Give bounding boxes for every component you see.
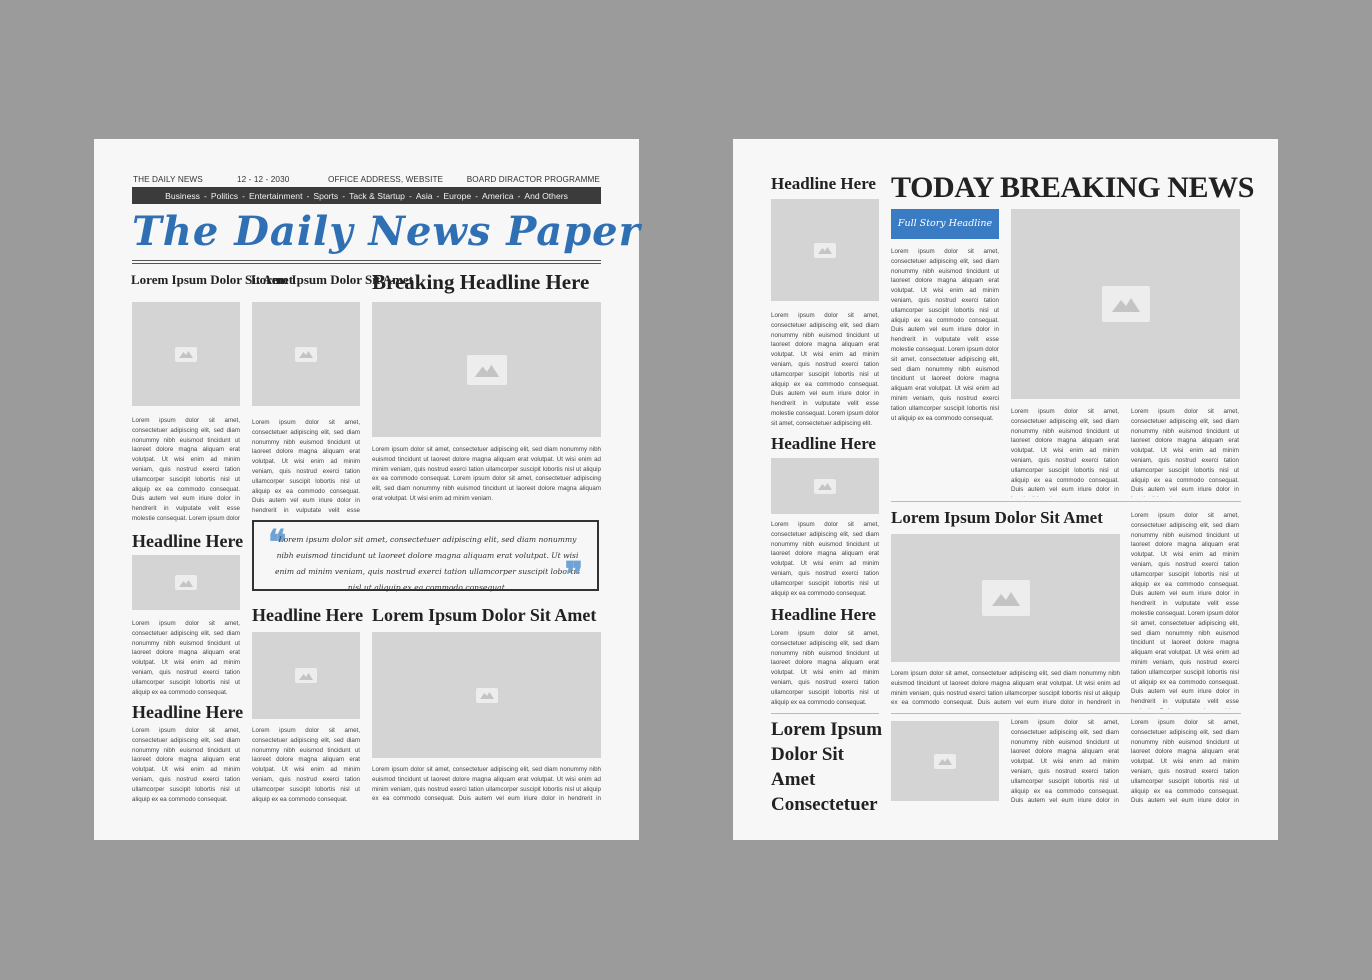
col1-headline: Lorem Ipsum Dolor Sit Amet xyxy=(131,272,294,287)
nav-item[interactable]: Asia xyxy=(415,190,433,201)
lorem-headline: Lorem Ipsum Dolor Sit Amet xyxy=(372,605,597,625)
breaking-image xyxy=(372,302,601,437)
headline-c-image xyxy=(252,632,360,719)
right-lorem-text: Lorem ipsum dolor sit amet, consectetuer adipiscing elit, sed diam nonummy nibh euismod tincidunt ut laoreet dolore magna aliquam erat volutpat. Ut wisi enim ad minim veniam, quis nostrud exerci tation ullamcorper suscipit lobortis nisl ut aliquip ex ea commodo consequat. Duis autem vel eum iriure dolor in hendrerit in xyxy=(891,670,1120,707)
bottom-image xyxy=(891,721,999,801)
breaking-headline: Breaking Headline Here xyxy=(372,270,590,294)
nav-separator: - xyxy=(242,190,245,201)
headline-a-image xyxy=(132,555,240,610)
breaking-text: Lorem ipsum dolor sit amet, consectetuer adipiscing elit, sed diam nonummy nibh euismod tincidunt ut laoreet dolore magna aliquam erat volutpat. Ut wisi enim ad minim veniam, quis nostrud exerci tation ullamcorper suscipit lobortis nisl ut aliquip ex ea commodo consequat. Lorem ipsum dolor sit amet, consectetuer adipiscing elit, sed diam nonummy nibh euismod tincidunt ut laoreet dolore magna aliquam erat volutpat. Ut wisi enim ad minim veniam. xyxy=(372,446,601,502)
pull-quote xyxy=(252,520,599,595)
col1-text: Lorem ipsum dolor sit amet, consectetuer adipiscing elit, sed diam nonummy nibh euismod tincidunt ut laoreet dolore magna aliquam erat volutpat. Ut wisi enim ad minim veniam, quis nostrud exerci tation ullamcorper suscipit lobortis nisl ut aliquip ex ea commodo consequat. Duis autem vel eum iriure dolor in hendrerit in vulputate velit esse molestie consequat. Lorem ipsum dolor xyxy=(132,417,240,522)
nav-separator: - xyxy=(306,190,310,201)
top-big-image xyxy=(1011,209,1240,399)
headline-c-text: Lorem ipsum dolor sit amet, consectetuer adipiscing elit, sed diam nonummy nibh euismod tincidunt ut laoreet dolore magna aliquam erat volutpat. Ut wisi enim ad minim veniam, quis nostrud exerci tation ullamcorper suscipit lobortis nisl ut aliquip ex ea commodo consequat. xyxy=(252,727,360,803)
lorem-text: Lorem ipsum dolor sit amet, consectetuer adipiscing elit, sed diam nonummy nibh euismod tincidunt ut laoreet dolore magna aliquam erat volutpat. Ut wisi enim ad minim veniam, quis nostrud exerci tation ullamcorper suscipit lobortis nisl ut aliquip ex ea commodo consequat. Duis autem vel eum iriure dolor in hendrerit in xyxy=(372,766,601,803)
bottom-text-a: Lorem ipsum dolor sit amet, consectetuer adipiscing elit, sed diam nonummy nibh euismod tincidunt ut laoreet dolore magna aliquam erat volutpat. Ut wisi enim ad minim veniam, quis nostrud exerci tation ullamcorper suscipit lobortis nisl ut aliquip ex ea commodo consequat. Duis autem vel eum iriure dolor in xyxy=(1011,719,1119,805)
right-headline-3: Headline Here xyxy=(771,605,876,624)
col2-headline: Lorem Ipsum Dolor Sit Amet xyxy=(251,272,414,287)
full-story-text: Lorem ipsum dolor sit amet, consectetuer adipiscing elit, sed diam nonummy nibh euismod tincidunt ut laoreet dolore magna aliquam erat volutpat. Ut wisi enim ad minim veniam, quis nostrud exerci tation ullamcorper suscipit lobortis nisl ut aliquip ex ea commodo consequat. Duis autem vel eum iriure dolor in hendrerit in vulputate velit esse molestie consequat. Lorem ipsum dolor sit amet, consectetuer adipiscing elit, sed diam nonummy nibh euismod tincidunt ut laoreet dolore magna aliquam erat volutpat. Ut wisi enim ad minim veniam, quis nostrud exerci tation ullamcorper suscipit lobortis nisl ut aliquip ex ea commodo consequat. xyxy=(891,248,999,422)
nav-item[interactable]: Politics xyxy=(210,190,239,201)
top-text-b: Lorem ipsum dolor sit amet, consectetuer adipiscing elit, sed diam nonummy nibh euismod tincidunt ut laoreet dolore magna aliquam erat volutpat. Ut wisi enim ad minim veniam, quis nostrud exerci tation ullamcorper suscipit lobortis nisl ut aliquip ex ea commodo consequat. Duis autem vel eum iriure dolor in xyxy=(1131,408,1239,494)
full-story-tag: Full Story Headline xyxy=(891,209,999,239)
right-side-text: Lorem ipsum dolor sit amet, consectetuer adipiscing elit, sed diam nonummy nibh euismod tincidunt ut laoreet dolore magna aliquam erat volutpat. Ut wisi enim ad minim veniam, quis nostrud exerci tation ullamcorper suscipit lobortis nisl ut aliquip ex ea commodo consequat. Duis autem vel eum iriure dolor in hendrerit in vulputate velit esse molestie consequat. Lorem ipsum dolor sit amet, consectetuer adipiscing elit, sed diam nonummy nibh euismod tincidunt ut laoreet dolore magna aliquam erat volutpat. Ut wisi enim ad minim veniam, quis nostrud exerci tation ullamcorper suscipit lobortis nisl ut aliquip ex ea commodo consequat. Duis autem vel eum iriure dolor in hendrerit in vulputate velit esse xyxy=(1131,512,1239,706)
image-placeholder-icon xyxy=(175,575,197,590)
nav-separator: - xyxy=(517,190,521,201)
masthead-title: The Daily News Paper xyxy=(132,208,641,255)
paper-name: THE DAILY NEWS xyxy=(133,175,203,184)
office-address: OFFICE ADDRESS, WEBSITE xyxy=(328,175,444,184)
image-placeholder-icon xyxy=(467,355,507,385)
image-placeholder-icon xyxy=(934,754,956,769)
nav-separator: - xyxy=(408,190,412,201)
top-text-a: Lorem ipsum dolor sit amet, consectetuer adipiscing elit, sed diam nonummy nibh euismod tincidunt ut laoreet dolore magna aliquam erat volutpat. Ut wisi enim ad minim veniam, quis nostrud exerci tation ullamcorper suscipit lobortis nisl ut aliquip ex ea commodo consequat. Duis autem vel eum iriure dolor in xyxy=(1011,408,1119,494)
close-quote-icon: ❞ xyxy=(564,555,583,595)
right-h2-image xyxy=(771,458,879,514)
image-placeholder-icon xyxy=(295,668,317,683)
headline-b-text: Lorem ipsum dolor sit amet, consectetuer adipiscing elit, sed diam nonummy nibh euismod tincidunt ut laoreet dolore magna aliquam erat volutpat. Ut wisi enim ad minim veniam, quis nostrud exerci tation ullamcorper suscipit lobortis nisl ut aliquip ex ea commodo consequat. xyxy=(132,727,240,803)
nav-item[interactable]: Sports xyxy=(313,190,339,201)
right-lorem-headline: Lorem Ipsum Dolor Sit Amet xyxy=(891,508,1103,527)
nav-item[interactable]: Europe xyxy=(443,190,472,201)
nav-separator: - xyxy=(475,190,479,201)
nav-item[interactable]: Entertainment xyxy=(248,190,303,201)
nav-separator: - xyxy=(203,190,207,201)
nav-separator: - xyxy=(342,190,346,201)
col2-text: Lorem ipsum dolor sit amet, consectetuer adipiscing elit, sed diam nonummy nibh euismod tincidunt ut laoreet dolore magna aliquam erat volutpat. Ut wisi enim ad minim veniam, quis nostrud exerci tation ullamcorper suscipit lobortis nisl ut aliquip ex ea commodo consequat. Duis autem vel eum iriure dolor in hendrerit in vulputate velit esse xyxy=(252,419,360,515)
byline-headline: Lorem Ipsum Dolor Sit Amet Consectetuer xyxy=(771,719,883,815)
image-placeholder-icon xyxy=(814,479,836,494)
right-headline-1: Headline Here xyxy=(771,174,876,193)
nav-item[interactable]: Business xyxy=(165,190,200,201)
right-h3-text: Lorem ipsum dolor sit amet, consectetuer adipiscing elit, sed diam nonummy nibh euismod tincidunt ut laoreet dolore magna aliquam erat volutpat. Ut wisi enim ad minim veniam, quis nostrud exerci tation ullamcorper suscipit lobortis nisl ut aliquip ex ea commodo consequat. xyxy=(771,630,879,706)
image-placeholder-icon xyxy=(295,347,317,362)
headline-b: Headline Here xyxy=(132,702,244,722)
issue-date: 12 - 12 - 2030 xyxy=(237,175,290,184)
nav-item[interactable]: America xyxy=(482,190,514,201)
section-nav xyxy=(132,187,601,204)
right-h2-text: Lorem ipsum dolor sit amet, consectetuer adipiscing elit, sed diam nonummy nibh euismod tincidunt ut laoreet dolore magna aliquam erat volutpat. Ut wisi enim ad minim veniam, quis nostrud exerci tation ullamcorper suscipit lobortis nisl ut aliquip ex ea commodo consequat. xyxy=(771,521,879,597)
image-placeholder-icon xyxy=(982,580,1030,616)
nav-item[interactable]: Tack & Startup xyxy=(349,190,405,201)
headline-c: Headline Here xyxy=(252,605,364,625)
today-breaking-title: TODAY BREAKING NEWS xyxy=(891,171,1255,204)
image-placeholder-icon xyxy=(814,243,836,258)
programme-label: BOARD DIRACTOR PROGRAMME xyxy=(466,175,600,184)
col2-image xyxy=(252,302,360,406)
right-h1-text: Lorem ipsum dolor sit amet, consectetuer adipiscing elit, sed diam nonummy nibh euismod tincidunt ut laoreet dolore magna aliquam erat volutpat. Ut wisi enim ad minim veniam, quis nostrud exerci tation ullamcorper suscipit lobortis nisl ut aliquip ex ea commodo consequat. Duis autem vel eum iriure dolor in hendrerit in vulputate velit esse molestie consequat. Lorem ipsum dolor sit amet, consectetuer adipiscing elit. xyxy=(771,312,879,427)
image-placeholder-icon xyxy=(476,688,498,703)
divider xyxy=(771,713,879,714)
pull-quote-text: Lorem ipsum dolor sit amet, consectetuer adipiscing elit, sed diam nonummy nibh euismod tincidunt ut laoreet dolore magna aliquam erat volutpat. Ut wisi enim ad minim veniam, quis nostrud exerci tation ullamcorper suscipit lobortis nisl ut aliquip ex ea commodo consequat. xyxy=(275,535,580,592)
open-quote-icon: ❝ xyxy=(268,523,287,563)
nav-separator: - xyxy=(436,190,440,201)
masthead-rule-top xyxy=(132,260,601,261)
bottom-text-b: Lorem ipsum dolor sit amet, consectetuer adipiscing elit, sed diam nonummy nibh euismod tincidunt ut laoreet dolore magna aliquam erat volutpat. Ut wisi enim ad minim veniam, quis nostrud exerci tation ullamcorper suscipit lobortis nisl ut aliquip ex ea commodo consequat. Duis autem vel eum iriure dolor in xyxy=(1131,719,1239,805)
masthead-rule-bottom xyxy=(132,263,601,264)
col1-image xyxy=(132,302,240,406)
image-placeholder-icon xyxy=(175,347,197,362)
divider xyxy=(891,501,1241,502)
right-h1-image xyxy=(771,199,879,301)
newspaper-page-left xyxy=(94,139,639,840)
right-headline-2: Headline Here xyxy=(771,434,876,453)
headline-a: Headline Here xyxy=(132,531,244,551)
nav-item[interactable]: And Others xyxy=(524,190,568,201)
divider xyxy=(891,713,1241,714)
headline-a-text: Lorem ipsum dolor sit amet, consectetuer adipiscing elit, sed diam nonummy nibh euismod tincidunt ut laoreet dolore magna aliquam erat volutpat. Ut wisi enim ad minim veniam, quis nostrud exerci tation ullamcorper suscipit lobortis nisl ut aliquip ex ea commodo consequat. xyxy=(132,620,240,696)
newspaper-page-right xyxy=(733,139,1278,840)
image-placeholder-icon xyxy=(1102,286,1150,322)
right-lorem-image xyxy=(891,534,1120,662)
lorem-image xyxy=(372,632,601,758)
